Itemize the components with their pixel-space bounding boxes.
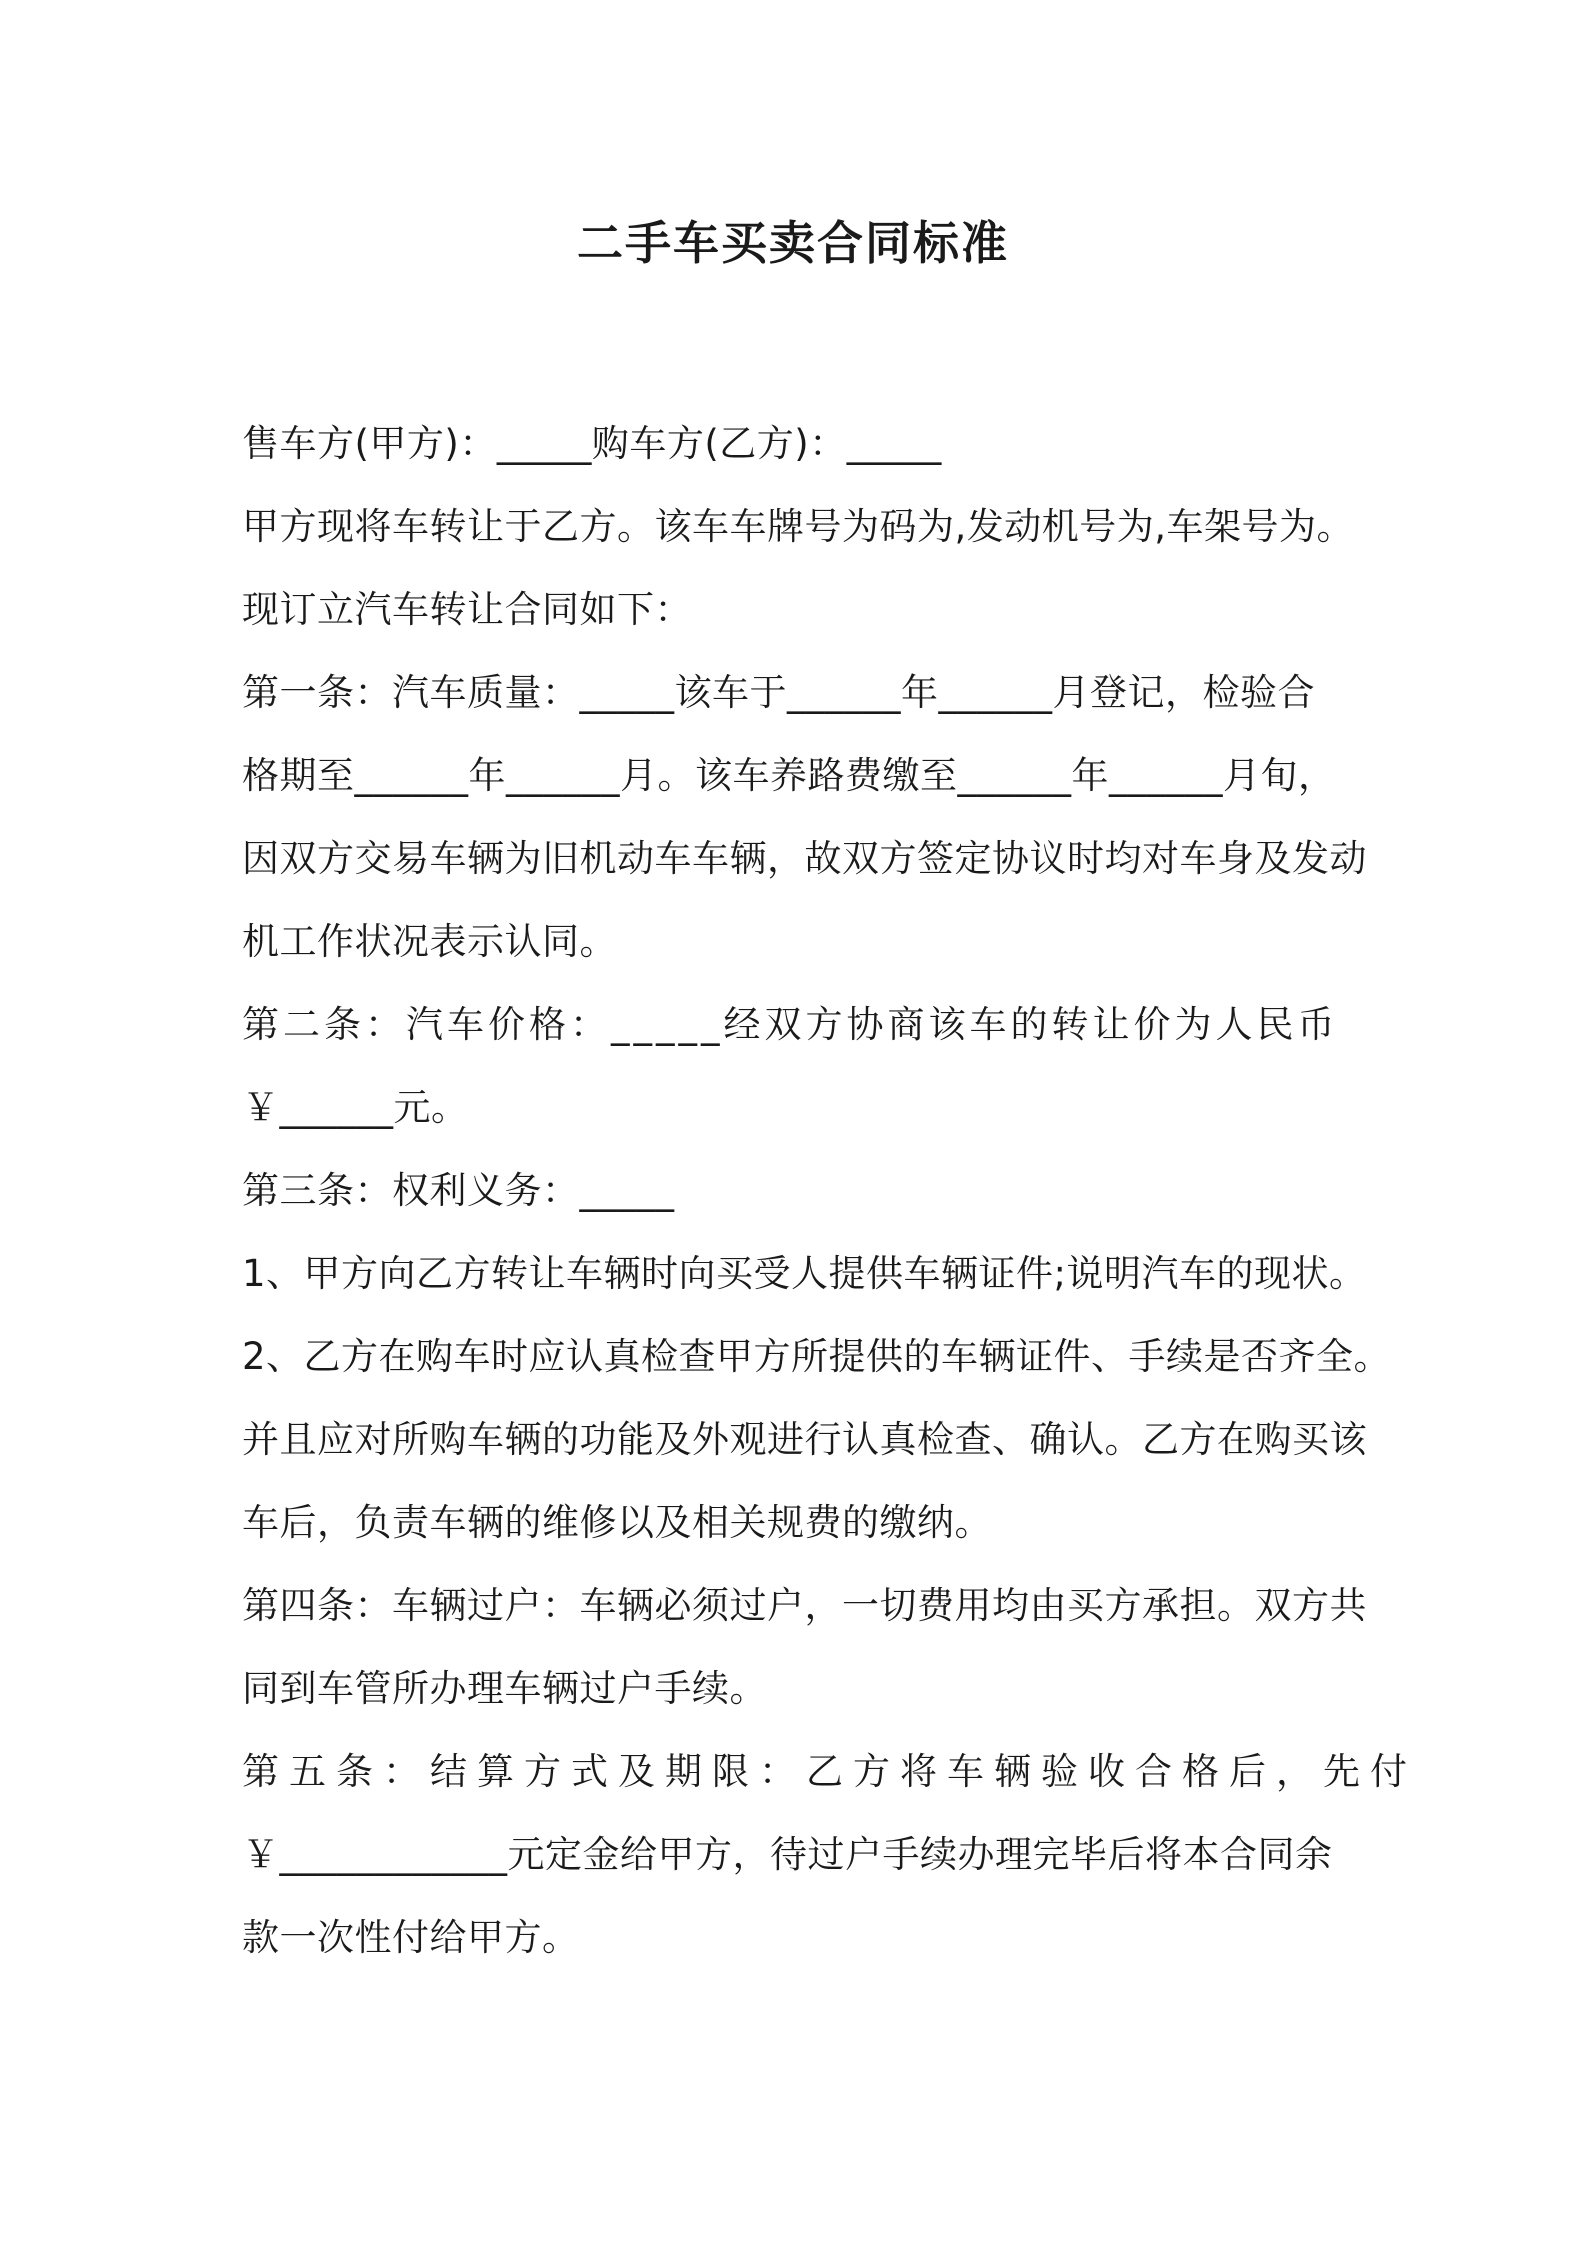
article-5-line-1: 第五条：结算方式及期限：乙方将车辆验收合格后，先付: [242, 1750, 1417, 1793]
transfer-statement: 甲方现将车转让于乙方。该车车牌号为码为,发动机号为,车架号为。: [242, 505, 1355, 548]
article-3-item-1: 1、甲方向乙方转让车辆时向买受人提供车辆证件;说明汽车的现状。: [242, 1252, 1367, 1295]
document-title: 二手车买卖合同标准: [577, 216, 1009, 270]
article-5-line-2: ￥____________元定金给甲方，待过户手续办理完毕后将本合同余: [242, 1833, 1333, 1876]
article-1-line-4: 机工作状况表示认同。: [242, 920, 617, 963]
article-4-line-2: 同到车管所办理车辆过户手续。: [242, 1667, 767, 1710]
article-1-line-2: 格期至______年______月。该车养路费缴至______年______月旬，: [242, 754, 1336, 797]
article-3-item-2-line-3: 车后，负责车辆的维修以及相关规费的缴纳。: [242, 1501, 992, 1544]
article-2-line-1: 第二条：汽车价格：_____经双方协商该车的转让价为人民币: [242, 1003, 1339, 1046]
article-3-heading: 第三条：权利义务：_____: [242, 1169, 675, 1212]
article-4-line-1: 第四条：车辆过户：车辆必须过户，一切费用均由买方承担。双方共: [242, 1584, 1367, 1627]
article-2-line-2: ￥______元。: [242, 1086, 469, 1129]
article-3-item-2-line-2: 并且应对所购车辆的功能及外观进行认真检查、确认。乙方在购买该: [242, 1418, 1367, 1461]
contract-body: [242, 402, 1417, 1979]
contract-intro: 现订立汽车转让合同如下：: [242, 588, 692, 631]
article-1-line-3: 因双方交易车辆为旧机动车车辆，故双方签定协议时均对车身及发动: [242, 837, 1367, 880]
parties-line: 售车方(甲方)：_____购车方(乙方)：_____: [242, 422, 942, 465]
article-3-item-2-line-1: 2、乙方在购车时应认真检查甲方所提供的车辆证件、手续是否齐全。: [242, 1335, 1392, 1378]
article-1-line-1: 第一条：汽车质量：_____该车于______年______月登记，检验合: [242, 671, 1315, 714]
article-5-line-3: 款一次性付给甲方。: [242, 1916, 580, 1959]
